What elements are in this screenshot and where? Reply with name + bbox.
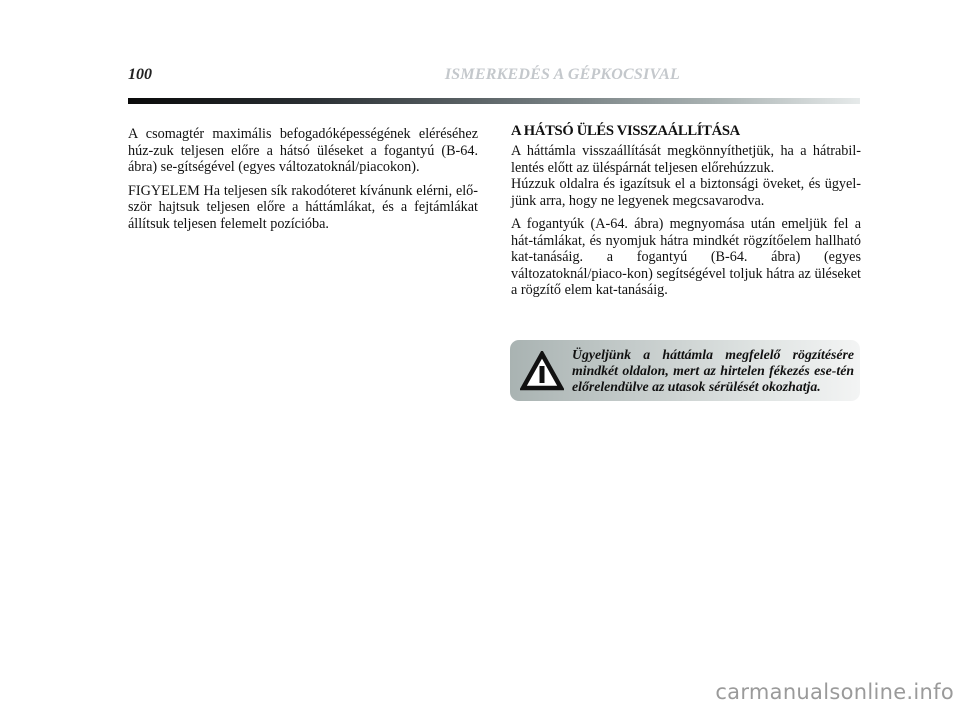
warning-text: Ügyeljünk a háttámla megfelelő rögzítésére mindkét oldalon, mert az hirtelen fékezés ese-tén előrelendülve az utasok sérülését okozhatja. <box>572 346 854 394</box>
paragraph-handles: A fogantyúk (A-64. ábra) megnyomása után emeljük fel a hát-támlákat, és nyomjuk hátra mindkét rögzítőelem hallható kat-tanásáig. a fogantyú (B-64. ábra) (egyes változatoknál/piaco-kon) segítségével toljuk hátra az üléseket a rögzítő elem kat-tanásáig. <box>511 216 861 298</box>
left-column <box>128 126 478 239</box>
warning-box <box>510 340 860 401</box>
right-column <box>511 123 861 306</box>
paragraph-cargo-capacity: A csomagtér maximális befogadóképességének eléréséhez húz-zuk teljesen előre a hátsó üléseket a fogantyú (B-64. ábra) se-gítségével (egyes változatoknál/piacokon). <box>128 126 478 175</box>
running-title: ISMERKEDÉS A GÉPKOCSIVAL <box>444 66 680 83</box>
watermark: carmanualsonline.info <box>715 680 954 704</box>
paragraph-flat-load-floor: FIGYELEM Ha teljesen sík rakodóteret kívánunk elérni, elő-ször hajtsuk teljesen előre a háttámlákat, és a fejtámlákat állítsuk teljesen felemelt pozícióba. <box>128 182 478 232</box>
page-number: 100 <box>128 66 152 83</box>
paragraph-seatbelts: Húzzuk oldalra és igazítsuk el a biztonsági öveket, és ügyel-jünk arra, hogy ne legyenek megcsavarodva. <box>511 176 861 209</box>
paragraph-reset-cushion: A háttámla visszaállítását megkönnyíthetjük, ha a hátrabil-lentés előtt az üléspárnát teljesen előrehúzzuk. <box>511 143 861 176</box>
header-rule <box>128 98 860 104</box>
warning-triangle-icon <box>520 351 564 391</box>
section-heading: A HÁTSÓ ÜLÉS VISSZAÁLLÍTÁSA <box>511 123 740 139</box>
